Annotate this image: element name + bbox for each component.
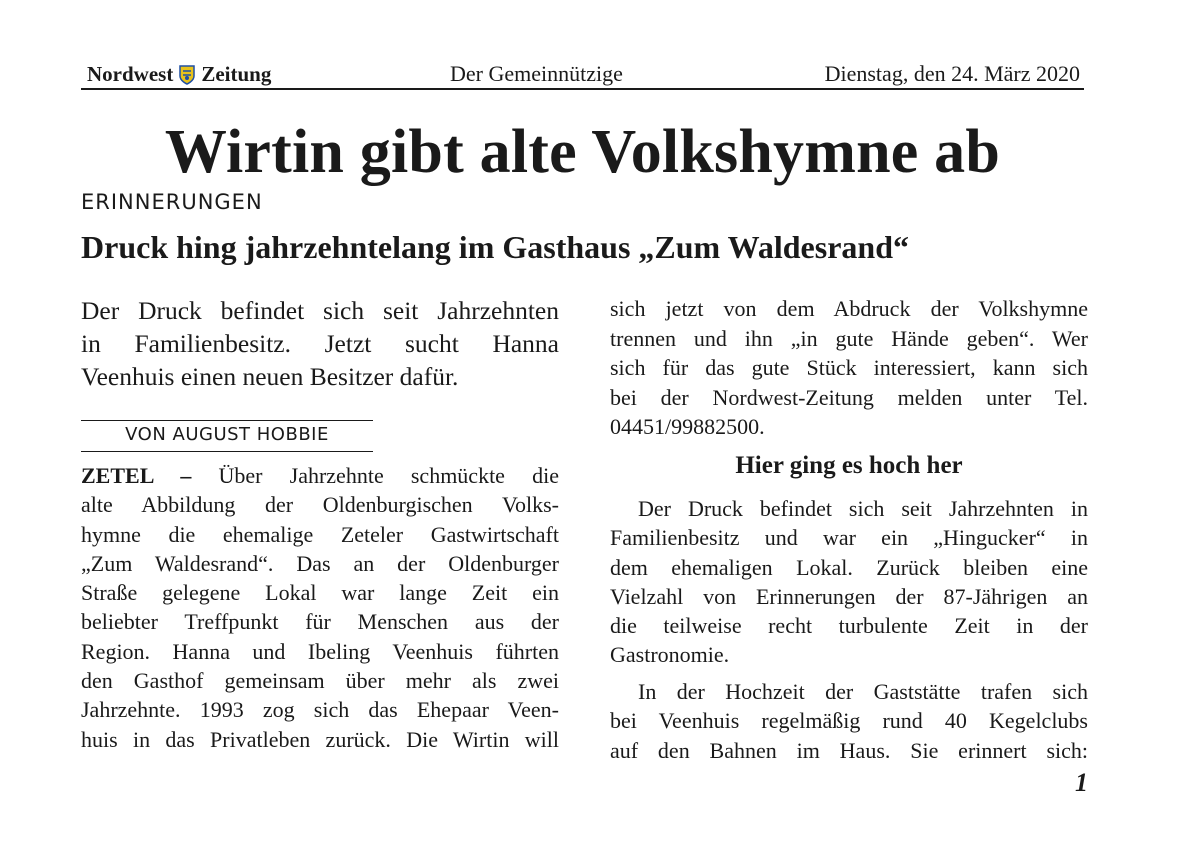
body-line: In der Hochzeit der Gaststätte trafen sich — [638, 679, 1088, 704]
body-line: Region. Hanna und Ibeling Veenhuis führten — [81, 638, 559, 664]
teaser-line: Veenhuis einen neuen Besitzer dafür. — [81, 362, 459, 391]
paragraph — [610, 677, 1088, 765]
body-line: auf den Bahnen im Haus. Sie erinnert sich: — [610, 737, 1088, 763]
body-line: alte Abbildung der Oldenburgischen Volks- — [81, 492, 559, 518]
body-line: „Zum Waldesrand“. Das an der Oldenburger — [81, 550, 559, 576]
kicker: ERINNERUNGEN — [81, 190, 263, 214]
headline: Wirtin gibt alte Volkshymne ab — [164, 118, 1001, 186]
body-line: huis in das Privatleben zurück. Die Wirtin will — [81, 726, 559, 752]
body-line: dem ehemaligen Lokal. Zurück bleiben eine — [610, 554, 1088, 580]
body-line: sich jetzt von dem Abdruck der Volkshymne — [610, 296, 1088, 321]
subheadline: Druck hing jahrzehntelang im Gasthaus „Zum Waldesrand“ — [81, 229, 909, 265]
author-rule-top — [81, 420, 373, 421]
teaser-line: Der Druck befindet sich seit Jahrzehnten — [81, 296, 559, 325]
dateline: ZETEL – — [81, 463, 192, 488]
masthead — [81, 58, 1084, 90]
body-column-right-continuation — [610, 294, 1088, 442]
body-line: den Gasthof gemeinsam über mehr als zwei — [81, 668, 559, 694]
teaser — [81, 294, 559, 393]
body-column-left — [81, 461, 559, 754]
author-byline: VON AUGUST HOBBIE — [125, 424, 329, 445]
body-line: Gastronomie. — [610, 642, 730, 668]
body-line: beliebter Treffpunkt für Menschen aus der — [81, 609, 559, 635]
body-line: bei Veenhuis regelmäßig rund 40 Kegelclubs — [610, 708, 1088, 734]
page-number: 1 — [1075, 768, 1088, 797]
author-rule-bottom — [81, 451, 373, 452]
brand-name-left: Nordwest — [87, 62, 174, 86]
body-line: sich für das gute Stück interessiert, kann sich — [610, 355, 1088, 381]
body-line: Straße gelegene Lokal war lange Zeit ein — [81, 580, 559, 606]
body-line-text: Über Jahrzehnte schmückte die — [191, 463, 559, 488]
body-line: Vielzahl von Erinnerungen der 87-Jährigen an — [610, 583, 1088, 609]
body-line: Jahrzehnte. 1993 zog sich das Ehepaar Veen- — [81, 697, 559, 723]
body-line: 04451/99882500. — [610, 414, 765, 440]
crest-icon — [179, 65, 195, 85]
body-line: trennen und ihn „in gute Hände geben“. Wer — [610, 325, 1088, 351]
section-name: Der Gemeinnützige — [450, 61, 623, 86]
body-line — [81, 461, 559, 490]
issue-date: Dienstag, den 24. März 2020 — [824, 61, 1080, 86]
paragraph — [610, 494, 1088, 670]
interheadline: Hier ging es hoch her — [735, 452, 963, 479]
body-line: Der Druck befindet sich seit Jahrzehnten in — [638, 496, 1088, 521]
body-line: hymne die ehemalige Zeteler Gastwirtschaft — [81, 521, 559, 547]
body-line: Familienbesitz und war ein „Hingucker“ in — [610, 525, 1088, 551]
body-line: bei der Nordwest-Zeitung melden unter Tel. — [610, 384, 1088, 410]
teaser-line: in Familienbesitz. Jetzt sucht Hanna — [81, 329, 559, 358]
brand-logo — [87, 62, 271, 87]
body-line: die teilweise recht turbulente Zeit in der — [610, 613, 1088, 639]
brand-name-right: Zeitung — [201, 62, 272, 86]
